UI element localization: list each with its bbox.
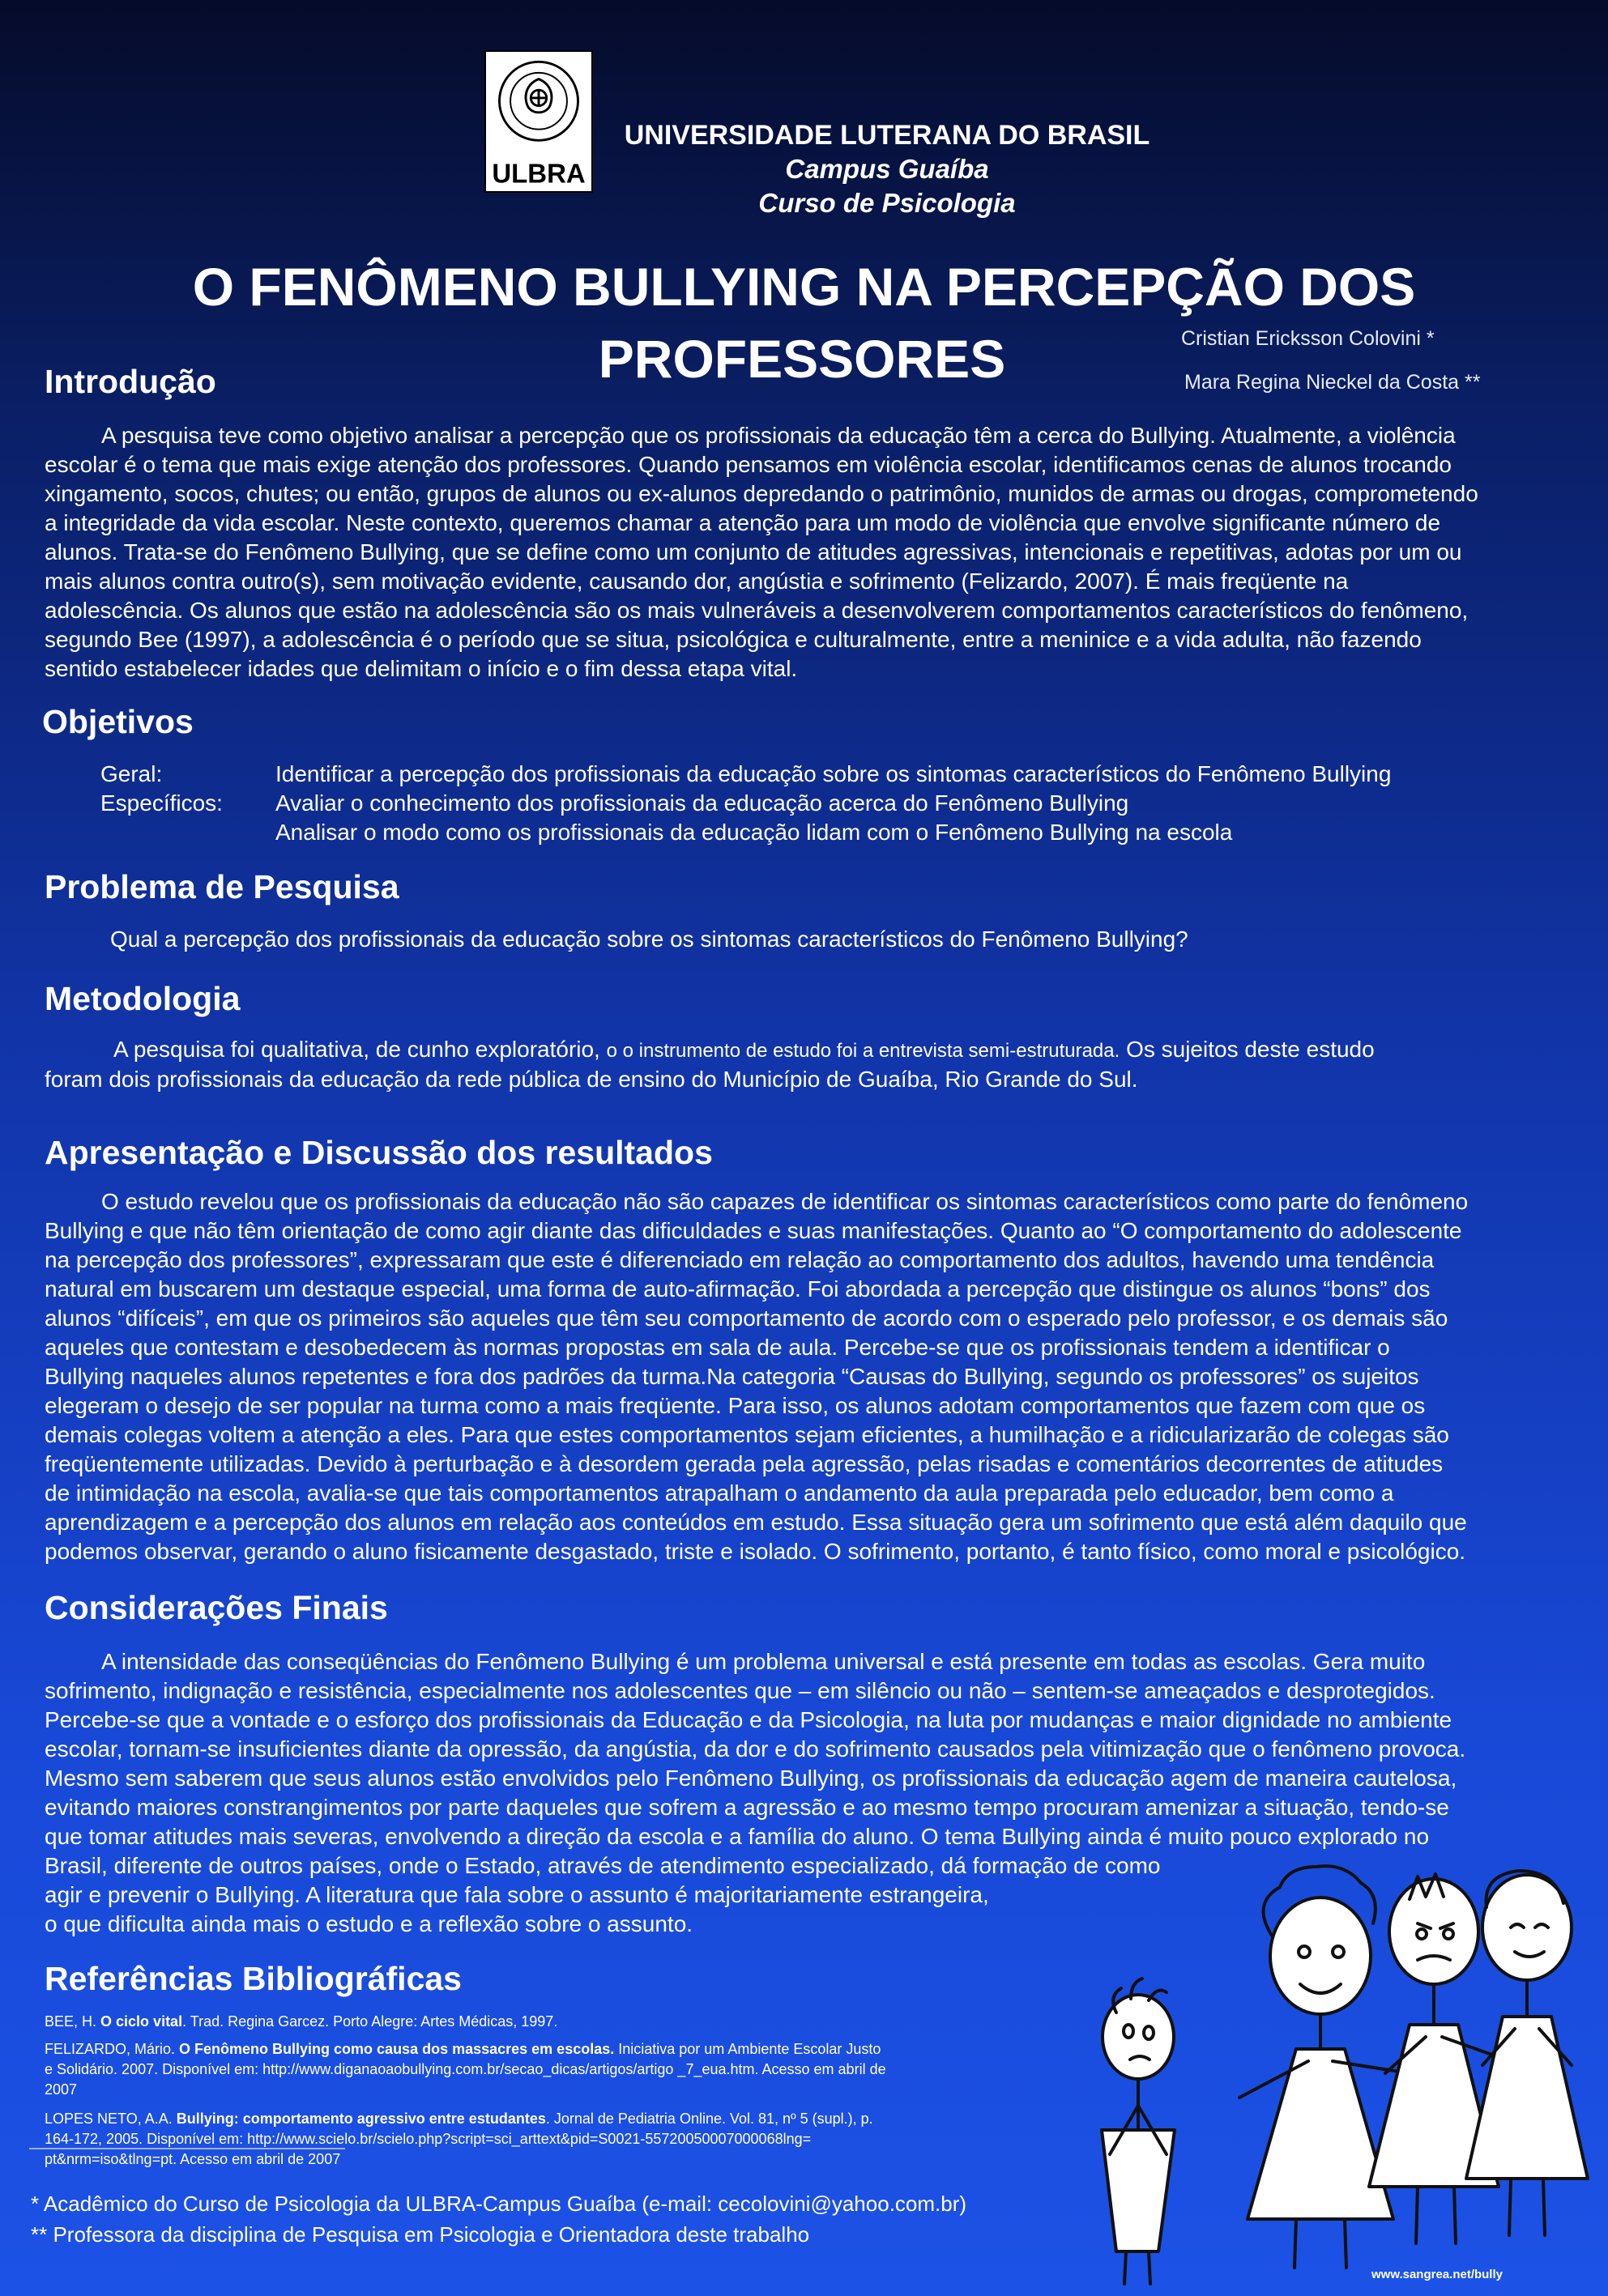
intro-line: A pesquisa teve como objetivo analisar a percepção que os profissionais da educação têm a cerca do Bullying. Atualmente, a violência (101, 423, 1456, 448)
bullying-illustration (1053, 1863, 1596, 2292)
referencias-heading: Referências Bibliográficas (45, 1960, 462, 1997)
intro-line: mais alunos contra outro(s), sem motivação evidente, causando dor, angústia e sofrimento (Felizardo, 2007). É mais freqüente na (45, 569, 1349, 594)
ref-text: 164-172, 2005. Disponível em: http://www.scielo.br/scielo.php?script=sci_arttext&pid=S0021-55720050007000068lng= (45, 2131, 812, 2147)
bully-figure (1239, 1866, 1410, 2268)
intro-text (45, 421, 1567, 684)
footnote-1: * Acadêmico do Curso de Psicologia da ULBRA-Campus Guaíba (e-mail: cecolovini@yahoo.com.br) (31, 2192, 967, 2216)
reference-item (45, 2012, 976, 2032)
resultados-line: aprendizagem e a percepção dos alunos em relação aos conteúdos em estudo. Essa situação gera um sofrimento que está além daquilo que (45, 1510, 1467, 1535)
campus-name: Campus Guaíba (785, 154, 989, 184)
ref-text: BEE, H. (45, 2013, 101, 2030)
metodologia-line2: foram dois profissionais da educação da rede pública de ensino do Município de Guaíba, Rio Grande do Sul. (45, 1067, 1138, 1092)
illustration-credit: www.sangrea.net/bully (1371, 2268, 1503, 2281)
objetivo-geral: Identificar a percepção dos profissionais da educação sobre os sintomas característicos do Fenômeno Bullying (275, 761, 1392, 786)
objetivos-heading: Objetivos (42, 703, 194, 740)
author-1: Cristian Ericksson Colovini * (1181, 327, 1435, 350)
resultados-line: freqüentemente utilizadas. Devido à perturbação e à desordem gerada pela agressão, pelas risadas e comentários decorrentes de atitudes (45, 1451, 1444, 1476)
resultados-line: elegeram o desejo de ser popular na turma como a mais freqüente. Para isso, os alunos adotam comportamentos que fazem com que os (45, 1393, 1426, 1418)
resultados-line: aqueles que contestam e desobedecem às normas propostas em sala de aula. Percebe-se que os profissionais tendem a identificar o (45, 1335, 1390, 1360)
consideracoes-line: o que dificulta ainda mais o estudo e a reflexão sobre o assunto. (45, 1911, 693, 1936)
consideracoes-line: Brasil, diferente de outros países, onde o Estado, através de atendimento especializado, dá formação de como (45, 1853, 1161, 1878)
ref-text: . Trad. Regina Garcez. Porto Alegre: Artes Médicas, 1997. (182, 2013, 558, 2030)
consideracoes-line: que tomar atitudes mais severas, envolvendo a direção da escola e a família do aluno. O tema Bullying ainda é muito pouco explorado no (45, 1824, 1430, 1849)
reference-item (45, 2039, 976, 2100)
metodologia-line1 (113, 1035, 1375, 1066)
resultados-line: de intimidação na escola, avalia-se que tais comportamentos atrapalham o andamento da aula preparada pelo educador, bem como a (45, 1480, 1394, 1506)
objetivo-especifico: Analisar o modo como os profissionais da educação lidam com o Fenômeno Bullying na escola (275, 820, 1233, 845)
ref-text: FELIZARDO, Mário. (45, 2041, 180, 2057)
resultados-line: na percepção dos professores”, expressaram que este é diferenciado em relação ao comportamento dos adultos, havendo uma tendência (45, 1247, 1435, 1272)
problema-text: Qual a percepção dos profissionais da educação sobre os sintomas característicos do Fenômeno Bullying? (110, 926, 1188, 952)
consideracoes-line: Percebe-se que a vontade e o esforço dos profissionais da Educação e da Psicologia, na luta por mudanças e maior dignidade no ambiente (45, 1707, 1452, 1732)
ref-title: O Fenômeno Bullying como causa dos massacres em escolas. (179, 2041, 615, 2057)
intro-line: escolar é o tema que mais exige atenção dos professores. Quando pensamos em violência escolar, identificamos cenas de alunos trocando (45, 452, 1452, 477)
ref-title: Bullying: comportamento agressivo entre estudantes (176, 2111, 546, 2127)
consideracoes-line: A intensidade das conseqüências do Fenômeno Bullying é um problema universal e está presente em todas as escolas. Gera muito (101, 1649, 1426, 1674)
author-2: Mara Regina Nieckel da Costa ** (1184, 371, 1481, 394)
resultados-text (45, 1187, 1567, 1566)
consideracoes-line: escolar, tornam-se insuficientes diante da opressão, da angústia, da dor e do sofrimento causados pela vitimização que o fenômeno provoca. (45, 1736, 1466, 1761)
course-name: Curso de Psicologia (758, 188, 1016, 218)
metodologia-heading: Metodologia (45, 980, 241, 1017)
resultados-line: podemos observar, gerando o aluno fisicamente desgastado, triste e isolado. O sofrimento, portanto, é tanto físico, como moral e psicológico. (45, 1539, 1466, 1564)
resultados-line: natural em buscarem um destaque especial, uma forma de auto-afirmação. Foi abordada a percepção que distingue os alunos “bons” dos (45, 1276, 1431, 1301)
consideracoes-line: evitando maiores constrangimentos por parte daqueles que sofrem a agressão e ao mesmo tempo procuram amenizar a situação, tendo-se (45, 1795, 1449, 1820)
objetivos-especificos-label: Específicos: (100, 790, 223, 816)
resultados-line: Bullying e que não têm orientação de como agir diante das dificuldades e suas manifestações. Quanto ao “O comportamento do adolescente (45, 1218, 1462, 1243)
bully-figure (1369, 1874, 1499, 2243)
resultados-line: demais colegas voltem a atenção a eles. Para que estes comportamentos sejam eficientes, a humilhação e a ridicularizarão de colegas são (45, 1422, 1449, 1447)
ref-text: . Jornal de Pediatria Online. Vol. 81, nº 5 (supl.), p. (545, 2111, 873, 2127)
university-name: UNIVERSIDADE LUTERANA DO BRASIL (624, 120, 1150, 151)
poster-title-line2: PROFESSORES (598, 329, 1006, 389)
footnote-2: ** Professora da disciplina de Pesquisa em Psicologia e Orientadora deste trabalho (31, 2222, 810, 2247)
metodologia-part: o o instrumento de estudo foi a entrevista semi-estruturada. (606, 1040, 1120, 1062)
poster-title-line1: O FENÔMENO BULLYING NA PERCEPÇÃO DOS (192, 257, 1416, 317)
metodologia-part: A pesquisa foi qualitativa, de cunho exploratório, (113, 1037, 607, 1062)
intro-line: alunos. Trata-se do Fenômeno Bullying, que se define como um conjunto de atitudes agressivas, intencionais e repetitivas, adotas por um ou (45, 539, 1462, 564)
ref-text: 2007 (45, 2081, 78, 2098)
logo-text: ULBRA (492, 158, 586, 189)
intro-line: sentido estabelecer idades que delimitam o início e o fim dessa etapa vital. (45, 656, 798, 681)
intro-line: a integridade da vida escolar. Neste contexto, queremos chamar a atenção para um modo de violência que envolve significante número de (45, 510, 1441, 535)
footnote-divider (29, 2148, 345, 2149)
objetivo-especifico: Avaliar o conhecimento dos profissionais da educação acerca do Fenômeno Bullying (275, 790, 1129, 816)
resultados-line: Bullying naqueles alunos repetentes e fora dos padrões da turma.Na categoria “Causas do Bullying, segundo os professores” os sujeitos (45, 1364, 1419, 1389)
consideracoes-heading: Considerações Finais (45, 1589, 388, 1626)
reference-item (45, 2109, 976, 2170)
ref-text: LOPES NETO, A.A. (45, 2111, 177, 2127)
resultados-line: O estudo revelou que os profissionais da educação não são capazes de identificar os sintomas característicos como parte do fenômeno (101, 1189, 1469, 1214)
intro-line: segundo Bee (1997), a adolescência é o período que se situa, psicológica e culturalmente, entre a meninice e a vida adulta, não fazendo (45, 627, 1422, 652)
problema-heading: Problema de Pesquisa (45, 868, 399, 905)
consideracoes-line: Mesmo sem saberem que seus alunos estão envolvidos pelo Fenômeno Bullying, os profissionais da educação agem de maneira cautelosa, (45, 1766, 1457, 1791)
victim-figure (1102, 1979, 1175, 2284)
consideracoes-line: sofrimento, indignação e resistência, especialmente nos adolescentes que – em silêncio ou não – sentem-se ameaçados e desprotegidos. (45, 1678, 1435, 1703)
resultados-heading: Apresentação e Discussão dos resultados (45, 1134, 713, 1171)
intro-line: adolescência. Os alunos que estão na adolescência são os mais vulneráveis a desenvolverem comportamentos característicos do fenômeno, (45, 598, 1469, 623)
resultados-line: alunos “difíceis”, em que os primeiros são aqueles que têm seu comportamento de acordo com o esperado pelo professor, e os demais são (45, 1306, 1448, 1331)
intro-line: xingamento, socos, chutes; ou então, grupos de alunos ou ex-alunos depredando o patrimônio, munidos de armas ou drogas, comprometendo (45, 481, 1478, 506)
intro-heading: Introdução (45, 363, 216, 400)
ref-title: O ciclo vital (100, 2013, 183, 2030)
ref-text: pt&nrm=iso&tlng=pt. Acesso em abril de 2007 (45, 2151, 341, 2167)
metodologia-part: Os sujeitos deste estudo (1120, 1037, 1375, 1062)
ref-text: Iniciativa por um Ambiente Escolar Justo (614, 2041, 881, 2057)
ref-text: e Solidário. 2007. Disponível em: http://www.diganaoaobullying.com.br/secao_dicas/artigos/artigo _7_eua.htm. Acesso em abril de (45, 2061, 886, 2077)
consideracoes-line: agir e prevenir o Bullying. A literatura que fala sobre o assunto é majoritariamente estrangeira, (45, 1882, 989, 1907)
objetivo-geral-label: Geral: (100, 761, 163, 786)
